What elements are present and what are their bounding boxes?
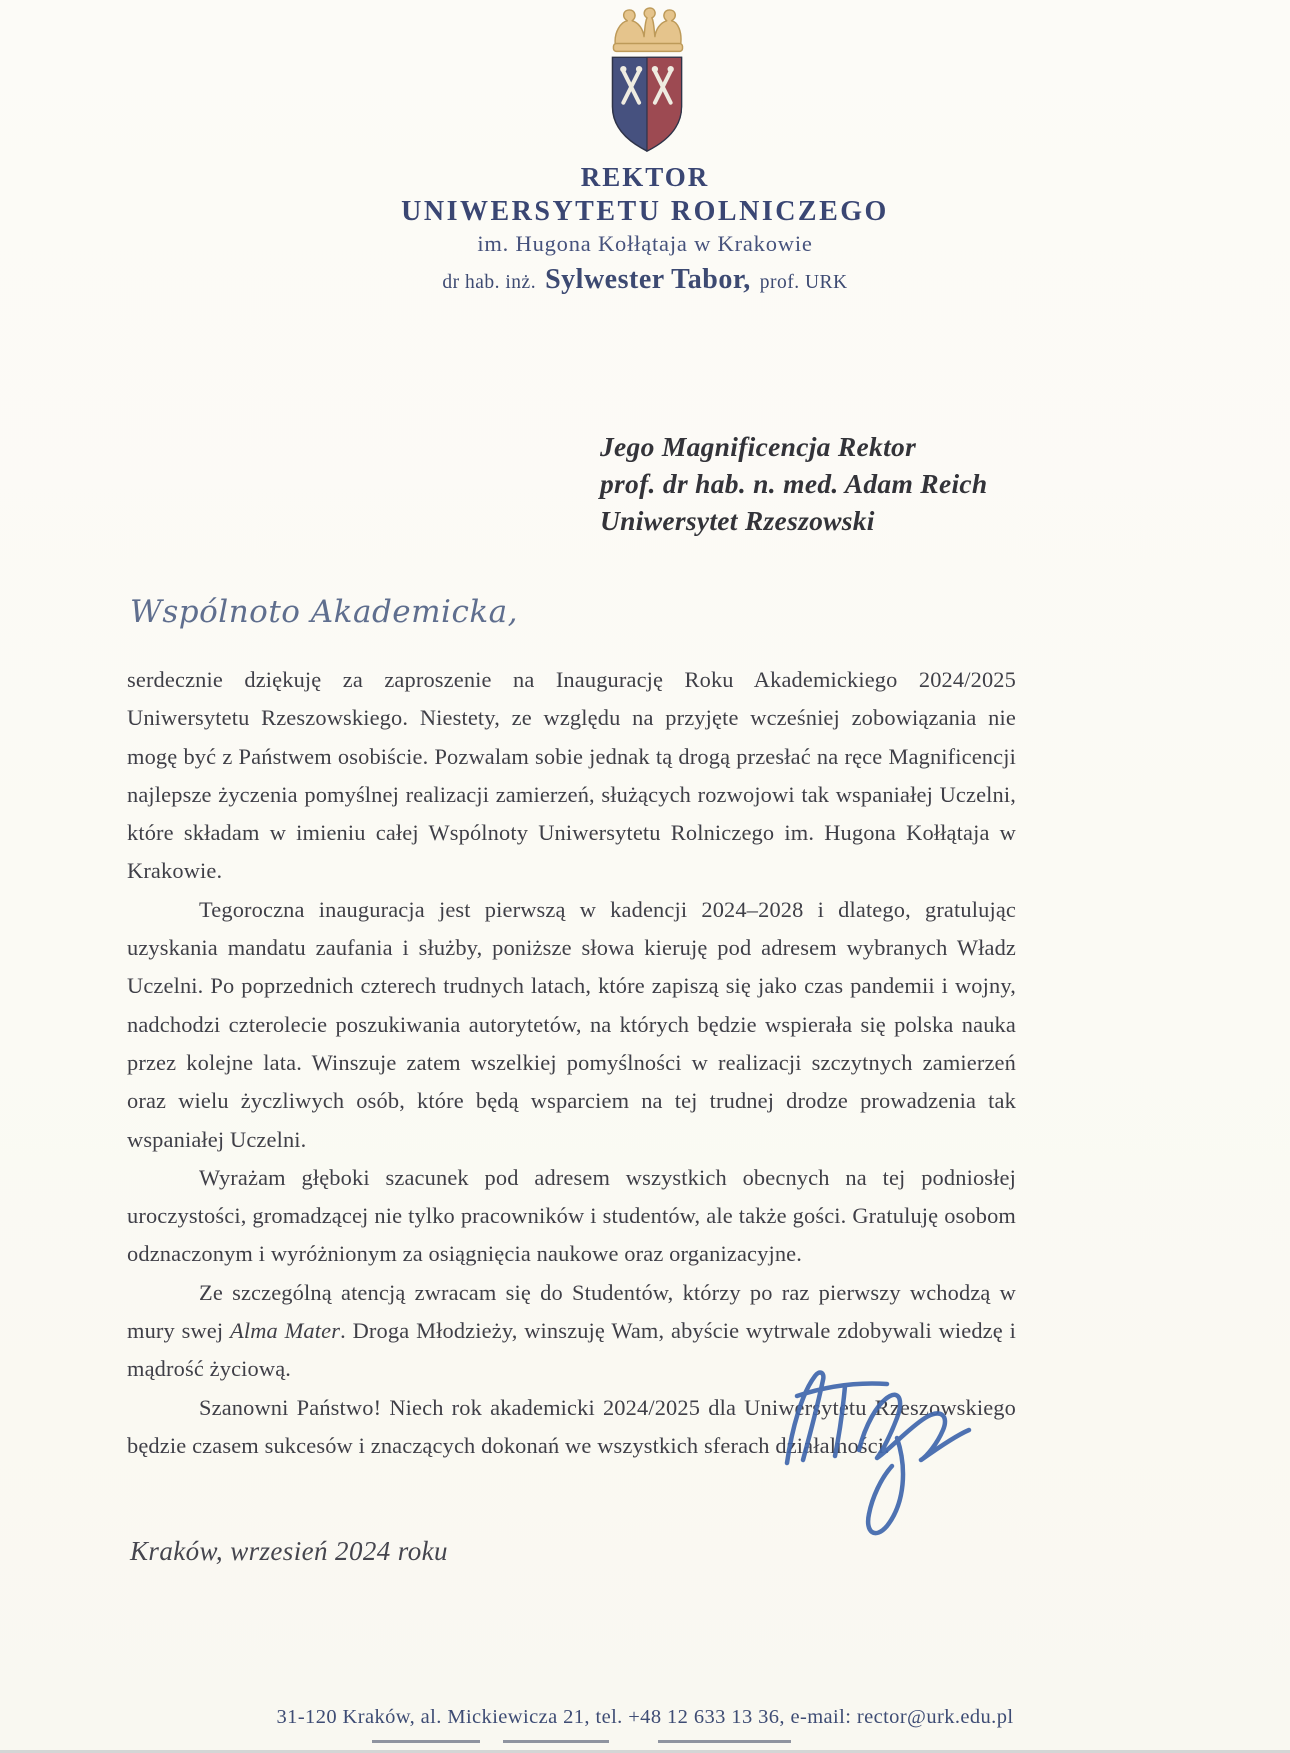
letterhead-title: REKTOR xyxy=(580,162,710,192)
footer-contact-line: 31-120 Kraków, al. Mickiewicza 21, tel. +48 12 633 13 36, e-mail: rector@urk.edu.pl xyxy=(276,1706,1014,1728)
addressee-block xyxy=(600,428,988,539)
date-place-line: Kraków, wrzesień 2024 roku xyxy=(130,1536,448,1566)
paragraph-4-text-after: . Droga Młodzieży, winszuję Wam, abyście wytrwale zdobywali wiedzę i mądrość życiową. xyxy=(127,1318,1016,1382)
alma-mater-italic: Alma Mater xyxy=(230,1318,341,1344)
shield-icon xyxy=(612,57,681,151)
addressee-line-1: Jego Magnificencja Rektor xyxy=(600,431,917,462)
footer-underline xyxy=(658,1740,791,1743)
body-paragraph-5: Szanowni Państwo! Niech rok akademicki 2024/2025 dla Uniwersytetu Rzeszowskiego będzie czasem sukcesów i znaczących dokonań we wszystkich sferach działalności. xyxy=(127,1394,1016,1458)
letterhead-patron: im. Hugona Kołłątaja w Krakowie xyxy=(477,231,813,256)
addressee-line-2: prof. dr hab. n. med. Adam Reich xyxy=(600,468,988,499)
footer-underline xyxy=(503,1740,609,1743)
letterhead xyxy=(0,160,1290,259)
footer-underline xyxy=(372,1740,480,1743)
body-paragraph-2: Tegoroczna inauguracja jest pierwszą w kadencji 2024–2028 i dlatego, gratulując uzyskania mandatu zaufania i służby, poniższe słowa kieruję pod adresem wybranych Władz Uczelni. Po poprzednich czterech trudnych latach, które zapiszą się jako czas pandemii i wojny, nadchodzi czterolecie poszukiwania autorytetów, na których będzie wspierała się polska nauka przez kolejne lata. Winszuje zatem wszelkiej pomyślności w realizacji szczytnych zamierzeń oraz wielu życzliwych osób, które będą wsparciem na tej trudnej drodze prowadzenia tak wspaniałej Uczelni. xyxy=(127,896,1016,1152)
letterhead-institution: UNIWERSYTETU ROLNICZEGO xyxy=(401,196,889,227)
rector-title-suffix: prof. URK xyxy=(759,272,848,293)
rector-name-line xyxy=(0,264,1290,296)
crown-icon xyxy=(613,8,682,51)
university-crest-icon xyxy=(577,6,717,154)
rector-name: Sylwester Tabor, xyxy=(545,264,751,295)
handwritten-signature xyxy=(752,1343,992,1553)
salutation: Wspólnoto Akademicka, xyxy=(130,594,518,630)
rector-title-prefix: dr hab. inż. xyxy=(442,272,537,293)
addressee-line-3: Uniwersytet Rzeszowski xyxy=(600,505,875,536)
body-paragraph-3: Wyrażam głęboki szacunek pod adresem wszystkich obecnych na tej podniosłej uroczystości, gromadzącej nie tylko pracowników i studentów, ale także gości. Gratuluję osobom odznaczonym i wyróżnionym za osiągnięcia naukowe oraz organizacyjne. xyxy=(127,1164,1016,1267)
paragraph-4-text-before: Ze szczególną atencją zwracam się do Studentów, którzy po raz pierwszy wchodzą w mury swej xyxy=(127,1279,1016,1344)
body-paragraph-1: serdecznie dziękuję za zaproszenie na Inaugurację Roku Akademickiego 2024/2025 Uniwersytetu Rzeszowskiego. Niestety, ze względu na przyjęte wcześniej zobowiązania nie mogę być z Państwem osobiście. Pozwalam sobie jednak tą drogą przesłać na ręce Magnificencji najlepsze życzenia pomyślnej realizacji zamierzeń, służących rozwojowi tak wspaniałej Uczelni, które składam w imieniu całej Wspólnoty Uniwersytetu Rolniczego im. Hugona Kołłątaja w Krakowie. xyxy=(127,667,1016,884)
